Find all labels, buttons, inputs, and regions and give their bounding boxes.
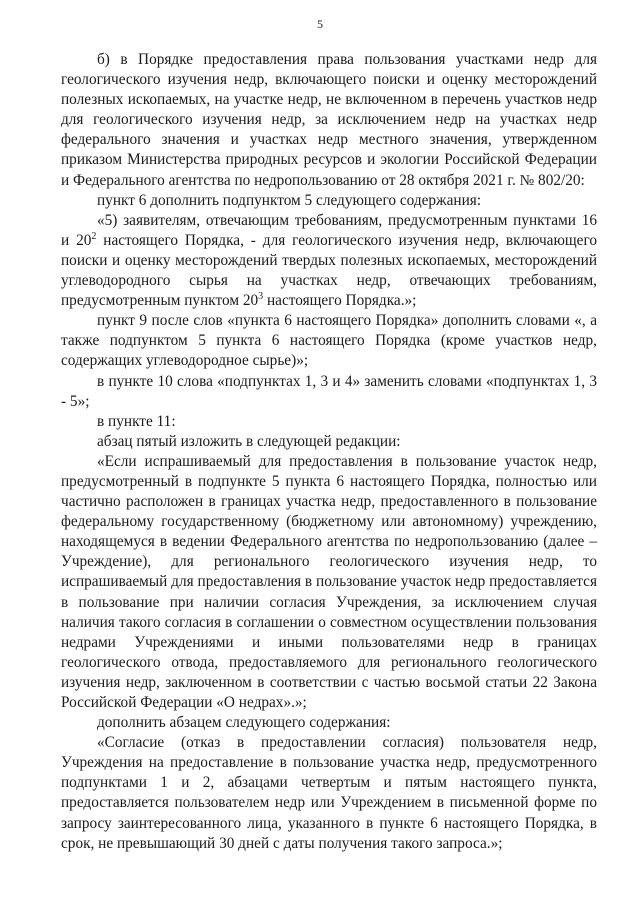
superscript: 3 bbox=[258, 291, 264, 303]
paragraph-text: дополнить абзацем следующего содержания: bbox=[97, 714, 391, 732]
paragraph-add-abzac-text bbox=[61, 733, 597, 854]
paragraph-text: пункт 6 дополнить подпунктом 5 следующего содержания: bbox=[97, 191, 482, 209]
paragraph-text: абзац пятый изложить в следующей редакции: bbox=[97, 432, 401, 450]
page-number: 5 bbox=[317, 17, 323, 31]
paragraph-abzac-5-text bbox=[61, 452, 597, 713]
paragraph-item-9 bbox=[61, 311, 597, 371]
superscript: 2 bbox=[91, 230, 97, 242]
paragraph-item-10 bbox=[61, 372, 597, 412]
paragraph-abzac-5-intro bbox=[61, 432, 597, 452]
document-body bbox=[61, 50, 597, 854]
paragraph-item-6-intro bbox=[61, 191, 597, 211]
paragraph-amendment-b bbox=[61, 50, 597, 191]
paragraph-add-abzac-intro bbox=[61, 713, 597, 733]
paragraph-text: «5) заявителям, отвечающим требованиям, предусмотренным пунктами 16 и 20 bbox=[61, 211, 597, 249]
paragraph-text: «Согласие (отказ в предоставлении согласия) пользователя недр, Учреждения на предоставление в пользование участка недр, предусмотренного подпунктами 1 и 2, абзацами четвертым и пятым настоящего пункта, предоставляется пользователем недр или Учреждением в письменной форме по запросу заинтересованного лица, указанного в пункте 6 настоящего Порядка, в срок, не превышающий 30 дней с даты получения такого запроса.»; bbox=[61, 734, 597, 852]
paragraph-subitem-5 bbox=[61, 211, 597, 311]
paragraph-text: в пункте 10 слова «подпунктах 1, 3 и 4» заменить словами «подпунктах 1, 3 - 5»; bbox=[61, 372, 597, 410]
paragraph-text: пункт 9 после слов «пункта 6 настоящего Порядка» дополнить словами «, а также подпунктом 5 пункта 6 настоящего Порядка (кроме участков недр, содержащих углеводородное сырье)»; bbox=[61, 312, 597, 370]
paragraph-text: б) в Порядке предоставления права пользования участками недр для геологического изучения недр, включающего поиски и оценку месторождений полезных ископаемых, на участке недр, не включенном в перечень участков недр для геологического изучения недр, за исключением недр на участках недр федерального значения и участках недр местного значения, утвержденном приказом Министерства природных ресурсов и экологии Российской Федерации и Федерального агентства по недропользованию от 28 октября 2021 г. № 802/20: bbox=[61, 51, 597, 189]
paragraph-text: настоящего Порядка, - для геологического изучения недр, включающего поиски и оценку месторождений твердых полезных ископаемых, месторождений углеводородного сырья на участках недр, отвечающих требованиям, предусмотренным пунктом 20 bbox=[61, 231, 597, 310]
paragraph-text: «Если испрашиваемый для предоставления в пользование участок недр, предусмотренный в подпункте 5 пункта 6 настоящего Порядка, полностью или частично расположен в границах участка недр, предоставленного в пользование федеральному государственному (бюджетному или автономному) учреждению, находящемуся в ведении Федерального агентства по недропользованию (далее – Учреждение), для регионального геологического изучения недр, то испрашиваемый для предоставления в пользование участок недр предоставляется в пользование при наличии согласия Учреждения, за исключением случая наличия такого согласия в соглашении о совместном осуществлении пользования недрами Учреждениями и иными пользователями недр в границах геологического отвода, предоставляемого для регионального геологического изучения недр, заключенном в соответствии с частью восьмой статьи 22 Закона Российской Федерации «О недрах».»; bbox=[61, 452, 597, 711]
paragraph-item-11-intro bbox=[61, 412, 597, 432]
paragraph-text: в пункте 11: bbox=[97, 412, 176, 430]
paragraph-text: настоящего Порядка.»; bbox=[263, 292, 417, 310]
